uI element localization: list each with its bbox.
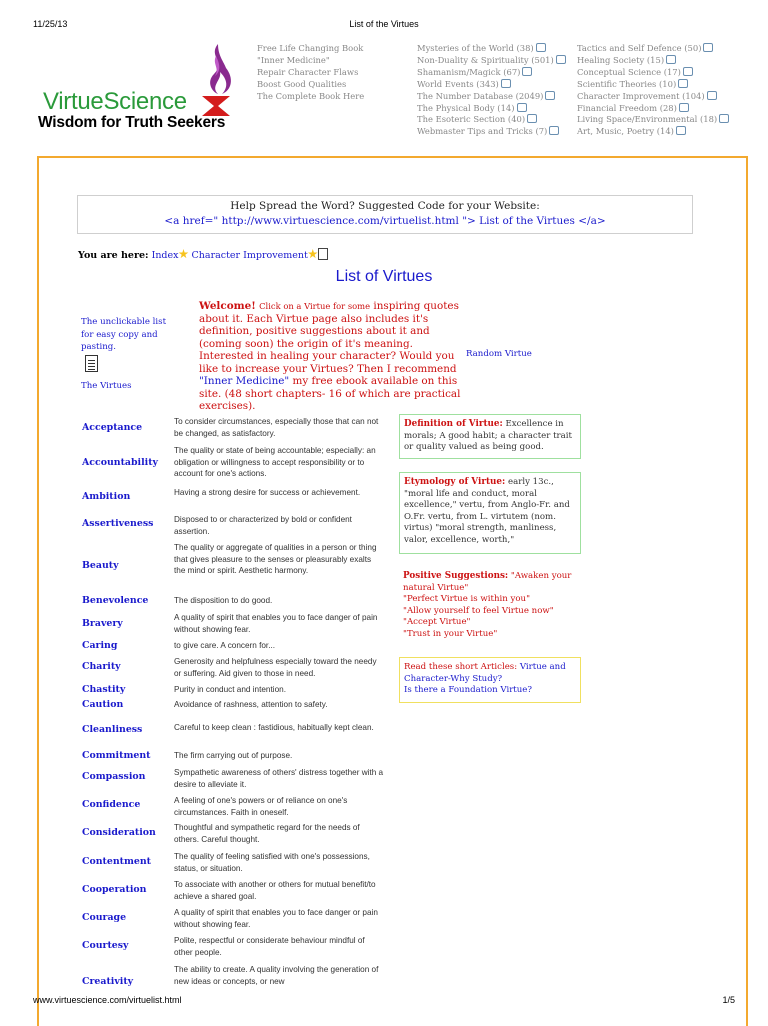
virtue-link[interactable]: Acceptance: [82, 422, 143, 433]
definition-title: Definition of Virtue:: [404, 419, 503, 429]
comment-icon: [719, 114, 729, 123]
comment-icon: [545, 91, 555, 100]
virtue-definition: Avoidance of rashness, attention to safety.: [174, 700, 328, 709]
comment-icon: [678, 79, 688, 88]
document-icon[interactable]: [318, 248, 328, 260]
comment-icon: [703, 43, 713, 52]
virtue-link[interactable]: Charity: [82, 661, 121, 672]
virtue-definition: A quality of spirit that enables you to face danger of pain without showing fear.: [174, 613, 378, 634]
print-url: www.virtuescience.com/virtuelist.html: [33, 995, 182, 1005]
virtue-definition: Generosity and helpfulness especially toward the needy or suffering. Aid given to those in need.: [174, 657, 377, 678]
category-link[interactable]: Living Space/Environmental (18): [577, 114, 737, 126]
comment-icon: [522, 67, 532, 76]
virtue-definition: The quality or state of being accountable; especially: an obligation or willingness to accept responsibility or to account for one's actions.: [174, 446, 376, 479]
print-date: 11/25/13: [33, 19, 68, 29]
virtue-definition: to give care. A concern for...: [174, 641, 276, 650]
comment-icon: [683, 67, 693, 76]
definition-text: Excellence in morals; A good habit; a character trait or quality valued as being good.: [404, 419, 572, 453]
suggestion-item: "Allow yourself to feel Virtue now": [403, 605, 554, 616]
virtue-definition: The quality of feeling satisfied with one's possessions, status, or situation.: [174, 852, 370, 873]
virtue-link[interactable]: Caution: [82, 699, 124, 710]
virtue-link[interactable]: Courtesy: [82, 940, 129, 951]
logo-tagline: Wisdom for Truth Seekers: [38, 114, 226, 131]
etymology-text: early 13c., "moral life and conduct, moral excellence," vertu, from Anglo-Fr. and O.Fr. vertu, from L. virtutem (nom. virtus) "moral strength, manliness, valor, excellence, worth,": [404, 477, 570, 545]
category-link[interactable]: Conceptual Science (17): [577, 67, 737, 79]
comment-icon: [549, 126, 559, 135]
random-virtue-link[interactable]: Random Virtue: [466, 349, 532, 359]
virtue-definition: The quality or aggregate of qualities in a person or thing that gives pleasure to the senses or pleasurably exalts the mind or spirit. Aesthetic harmony.: [174, 543, 377, 576]
virtue-row: [82, 964, 382, 987]
breadcrumb: [78, 248, 328, 261]
category-link[interactable]: Tactics and Self Defence (50): [577, 43, 737, 55]
virtue-link[interactable]: Confidence: [82, 799, 141, 810]
breadcrumb-label: You are here:: [78, 250, 149, 261]
comment-icon: [707, 91, 717, 100]
inner-medicine-link[interactable]: "Inner Medicine": [199, 375, 290, 387]
print-page-number: 1/5: [722, 995, 735, 1005]
star-icon: [179, 249, 189, 259]
category-link[interactable]: Financial Freedom (28): [577, 103, 737, 115]
print-title: List of the Virtues: [349, 19, 419, 29]
articles-intro: Read these short Articles:: [404, 662, 518, 672]
category-link[interactable]: The Physical Body (14): [417, 103, 575, 115]
site-logo[interactable]: [38, 42, 238, 137]
virtue-definition: A feeling of one's powers or of reliance on one's circumstances. Faith in oneself.: [174, 796, 348, 817]
page-title: List of Virtues: [335, 268, 433, 285]
virtue-definition: Disposed to or characterized by bold or confident assertion.: [174, 515, 352, 536]
virtue-link[interactable]: Consideration: [82, 827, 156, 838]
book-links: [257, 43, 364, 103]
book-link[interactable]: Repair Character Flaws: [257, 66, 359, 77]
breadcrumb-character-improvement[interactable]: Character Improvement: [191, 250, 308, 261]
virtue-definition: Purity in conduct and intention.: [174, 685, 286, 694]
suggestion-item: "Trust in your Virtue": [403, 628, 498, 639]
virtue-link[interactable]: Ambition: [82, 491, 131, 502]
virtue-link[interactable]: Commitment: [82, 750, 151, 761]
virtue-definition: To associate with another or others for mutual benefit/to achieve a shared goal.: [174, 880, 376, 901]
category-link[interactable]: Healing Society (15): [577, 55, 737, 67]
etymology-title: Etymology of Virtue:: [404, 477, 506, 487]
virtue-link[interactable]: Beauty: [82, 560, 119, 571]
comment-icon: [556, 55, 566, 64]
virtue-link[interactable]: Compassion: [82, 771, 146, 782]
category-link[interactable]: The Number Database (2049): [417, 91, 575, 103]
virtue-link[interactable]: Accountability: [82, 457, 158, 468]
article-link-foundation-virtue[interactable]: Is there a Foundation Virtue?: [404, 685, 532, 696]
share-heading: Help Spread the Word? Suggested Code for your Website:: [230, 200, 540, 212]
category-link[interactable]: The Esoteric Section (40): [417, 114, 575, 126]
virtue-definition: A quality of spirit that enables you to face danger or pain without showing fear.: [174, 908, 378, 929]
welcome-message: [199, 300, 461, 413]
comment-icon: [517, 103, 527, 112]
welcome-small: Click on a Virtue for some: [259, 301, 371, 311]
welcome-tail: my free ebook available on this site. (48 short chapters- 16 of which are practical exercises).: [199, 375, 461, 412]
star-icon: [308, 249, 318, 259]
virtue-definition: Having a strong desire for success or achievement.: [174, 488, 361, 497]
category-link[interactable]: Character Improvement (104): [577, 91, 737, 103]
category-link[interactable]: World Events (343): [417, 79, 575, 91]
virtue-link[interactable]: Benevolence: [82, 595, 149, 606]
category-links-2: [577, 43, 737, 138]
suggestion-item: "Awaken your natural Virtue": [403, 571, 572, 593]
content-frame: [37, 156, 748, 1026]
article-link-why-study[interactable]: Virtue and Character-Why Study?: [404, 662, 566, 684]
welcome-body: inspiring quotes about it. Each Virtue page also includes it's definition, positive suggestions about it and (coming soon) the origin of it's meaning. Interested in healing your character? Would you like to increase your Virtues? Then I recommend: [199, 300, 459, 375]
virtue-definition: Sympathetic awareness of others' distress together with a desire to alleviate it.: [174, 768, 384, 789]
comment-icon: [536, 43, 546, 52]
category-link[interactable]: Art, Music, Poetry (14): [577, 126, 737, 138]
etymology-box: [399, 472, 581, 554]
book-link[interactable]: Boost Good Qualities: [257, 78, 347, 89]
comment-icon: [676, 126, 686, 135]
book-link[interactable]: "Inner Medicine": [257, 54, 330, 65]
virtue-link[interactable]: Cleanliness: [82, 724, 143, 735]
virtue-definition: Polite, respectful or considerate behaviour mindful of other people.: [174, 936, 365, 957]
virtue-link[interactable]: Bravery: [82, 618, 123, 629]
virtue-definition: To consider circumstances, especially those that can not be changed, as satisfactory.: [174, 417, 379, 438]
comment-icon: [501, 79, 511, 88]
share-code[interactable]: <a href=" http://www.virtuescience.com/virtuelist.html "> List of the Virtues </a>: [164, 215, 606, 227]
suggestion-item: "Perfect Virtue is within you": [403, 594, 531, 605]
suggestions-box: [399, 567, 581, 649]
virtue-definition: Thoughtful and sympathetic regard for the needs of others. Careful thought.: [174, 823, 360, 844]
welcome-bold: Welcome!: [199, 300, 256, 312]
virtue-link[interactable]: Caring: [82, 640, 118, 651]
category-links-1: [417, 43, 575, 138]
virtue-definition: The disposition to do good.: [174, 596, 273, 605]
logo-name: VirtueScience: [43, 88, 187, 115]
comment-icon: [679, 103, 689, 112]
virtue-definition: The firm carrying out of purpose.: [174, 751, 293, 760]
virtue-definition: Careful to keep clean : fastidious, habitually kept clean.: [174, 723, 374, 732]
category-link[interactable]: Mysteries of the World (38): [417, 43, 575, 55]
comment-icon: [527, 114, 537, 123]
virtue-link[interactable]: Contentment: [82, 856, 152, 867]
book-link[interactable]: Free Life Changing Book: [257, 43, 364, 53]
virtue-definition: The ability to create. A quality involving the generation of new ideas or concepts, or new: [174, 965, 379, 986]
breadcrumb-index[interactable]: Index: [151, 250, 179, 261]
suggestions-title: Positive Suggestions:: [403, 571, 509, 581]
flame-logo-icon: [196, 42, 236, 116]
suggestion-item: "Accept Virtue": [403, 617, 471, 628]
share-code-box: [77, 195, 693, 234]
category-link[interactable]: Scientific Theories (10): [577, 79, 737, 91]
virtue-link[interactable]: Cooperation: [82, 884, 147, 895]
virtue-link[interactable]: Creativity: [82, 976, 134, 987]
book-link[interactable]: The Complete Book Here: [257, 90, 365, 101]
virtue-link[interactable]: Assertiveness: [82, 518, 154, 529]
comment-icon: [666, 55, 676, 64]
articles-box: [399, 657, 581, 703]
virtue-link[interactable]: Courage: [82, 912, 127, 923]
category-link[interactable]: Non-Duality & Spirituality (501): [417, 55, 575, 67]
virtue-link[interactable]: Chastity: [82, 684, 126, 695]
unclickable-list-note[interactable]: The unclickable list for easy copy and pasting.: [81, 317, 167, 352]
the-virtues-link[interactable]: The Virtues: [81, 381, 132, 391]
category-link[interactable]: Shamanism/Magick (67): [417, 67, 575, 79]
document-icon[interactable]: [85, 355, 98, 372]
definition-box: [399, 414, 581, 459]
category-link[interactable]: Webmaster Tips and Tricks (7): [417, 126, 575, 138]
